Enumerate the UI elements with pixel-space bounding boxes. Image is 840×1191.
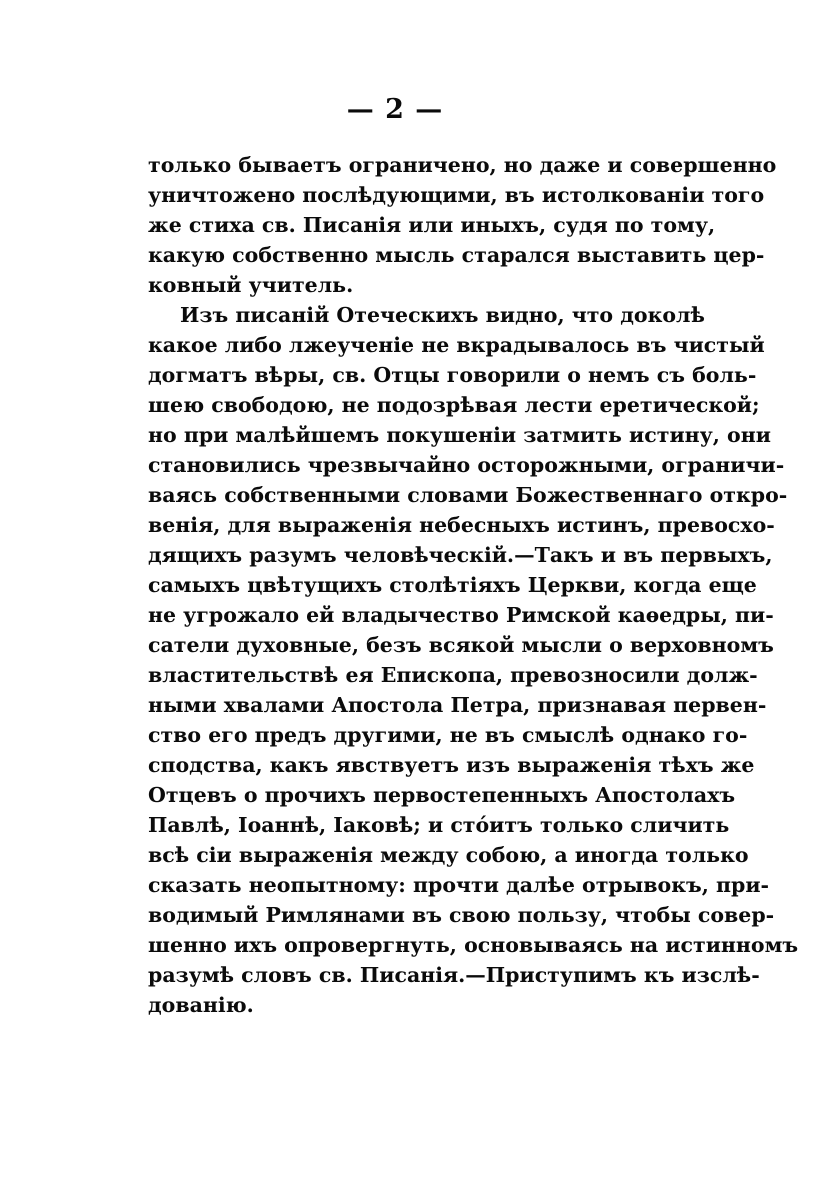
text-line: ство его предъ другими, не въ смыслѣ однако го- (148, 723, 748, 747)
text-line: шею свободою, не подозрѣвая лести еретической; (148, 393, 760, 417)
text-line: догматъ вѣры, св. Отцы говорили о немъ съ боль- (148, 363, 757, 387)
text-line: Изъ писаній Отеческихъ видно, что доколѣ (180, 303, 705, 327)
text-line: Отцевъ о прочихъ первостепенныхъ Апостолахъ (148, 783, 736, 807)
body-text (148, 150, 799, 1020)
text-line: не угрожало ей владычество Римской каѳедры, пи- (148, 603, 774, 627)
text-line: становились чрезвычайно осторожными, ограничи- (148, 453, 785, 477)
text-line: дованію. (148, 993, 254, 1017)
text-line: водимый Римлянами въ свою пользу, чтобы совер- (148, 903, 775, 927)
text-line: сподства, какъ явствуетъ изъ выраженія тѣхъ же (148, 753, 755, 777)
text-line: дящихъ разумъ человѣческій.—Такъ и въ первыхъ, (148, 543, 773, 567)
text-line: сказать неопытному: прочти далѣе отрывокъ, при- (148, 873, 770, 897)
text-line: венія, для выраженія небесныхъ истинъ, превосхо- (148, 513, 775, 537)
text-line: Павлѣ, Іоаннѣ, Іаковѣ; и стóитъ только сличить (148, 813, 730, 837)
text-line: шенно ихъ опровергнуть, основываясь на истинномъ (148, 933, 799, 957)
text-line: только бываетъ ограничено, но даже и совершенно (148, 153, 777, 177)
text-line: всѣ сіи выраженія между собою, а иногда только (148, 843, 749, 867)
text-line: разумѣ словъ св. Писанія.—Приступимъ къ изслѣ- (148, 963, 760, 987)
text-line: же стиха св. Писанія или иныхъ, судя по тому, (148, 213, 716, 237)
text-line: ковный учитель. (148, 273, 354, 297)
text-line: какую собственно мысль старался выставить цер- (148, 243, 765, 267)
text-line: какое либо лжеученіе не вкрадывалось въ чистый (148, 333, 765, 357)
page-number: — 2 — (346, 94, 444, 125)
text-line: но при малѣйшемъ покушеніи затмить истину, они (148, 423, 771, 447)
text-line: сатели духовные, безъ всякой мысли о верховномъ (148, 633, 774, 657)
text-line: ваясь собственными словами Божественнаго откро- (148, 483, 788, 507)
text-line: ными хвалами Апостола Петра, признавая первен- (148, 693, 767, 717)
text-line: властительствѣ ея Епископа, превозносили долж- (148, 663, 758, 687)
text-line: уничтожено послѣдующими, въ истолкованіи того (148, 183, 765, 207)
text-line: самыхъ цвѣтущихъ столѣтіяхъ Церкви, когда еще (148, 573, 757, 597)
